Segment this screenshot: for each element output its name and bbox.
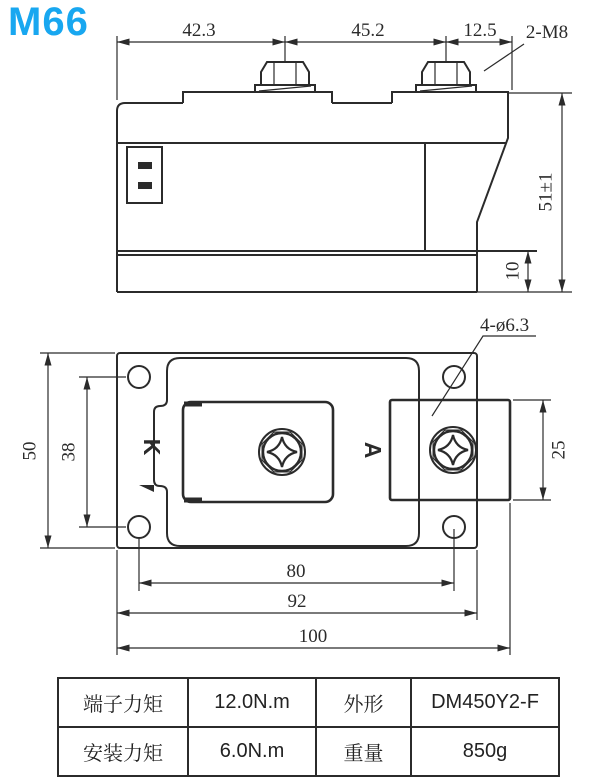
- terminal-bolt-right: [416, 62, 476, 92]
- side-view-drawing: [117, 20, 572, 292]
- flange-plate: [117, 353, 477, 548]
- top-view-drawing: [19, 315, 569, 655]
- terminal-pad-a: [390, 400, 510, 500]
- dim-text-42-3: 42.3: [182, 20, 216, 41]
- extension-lines-right: [477, 93, 572, 292]
- extension-lines-left: [40, 353, 126, 548]
- terminal-label-k: K: [138, 438, 165, 456]
- table-row: [58, 727, 559, 776]
- connector-pin-slot: [138, 182, 152, 189]
- mounting-torque-label: 安装力矩: [58, 727, 188, 776]
- module-body-side: [117, 103, 508, 292]
- dim-text-10: 10: [502, 261, 524, 281]
- weight-label: 重量: [316, 727, 411, 776]
- dim-text-50: 50: [19, 441, 41, 461]
- mounting-hole: [128, 516, 150, 538]
- extension-lines-pad: [513, 400, 551, 500]
- dim-text-80: 80: [286, 561, 306, 582]
- dim-text-92: 92: [287, 591, 307, 612]
- mounting-hole: [128, 366, 150, 388]
- terminal-pedestal-right: [392, 92, 508, 103]
- outline-value: DM450Y2-F: [411, 678, 559, 727]
- model-number-label: M66: [8, 0, 89, 44]
- thread-callout-leader: [484, 44, 524, 71]
- dim-text-100: 100: [298, 626, 328, 647]
- terminal-pedestal-left: [183, 92, 332, 103]
- dim-text-25: 25: [548, 440, 570, 460]
- outline-label: 外形: [316, 678, 411, 727]
- mounting-torque-value: 6.0N.m: [188, 727, 316, 776]
- dim-text-51: 51±1: [535, 172, 557, 212]
- hole-callout-leader: [432, 336, 536, 416]
- connector-pin-slot: [138, 162, 152, 169]
- dim-text-12-5: 12.5: [463, 20, 497, 41]
- polarity-wedge-mark: [139, 485, 154, 492]
- gate-connector: [127, 147, 162, 203]
- terminal-torque-label: 端子力矩: [58, 678, 188, 727]
- dim-text-45-2: 45.2: [351, 20, 385, 41]
- spec-table: [57, 677, 560, 777]
- terminal-bolt-left: [255, 62, 315, 92]
- terminal-torque-value: 12.0N.m: [188, 678, 316, 727]
- terminal-screw-k: [259, 429, 305, 475]
- thread-callout-text: 2-M8: [525, 22, 569, 43]
- table-row: [58, 678, 559, 727]
- weight-value: 850g: [411, 727, 559, 776]
- terminal-screw-a: [430, 427, 476, 473]
- terminal-label-a: A: [359, 441, 386, 459]
- dim-text-38: 38: [58, 442, 80, 462]
- hole-callout-text: 4-ø6.3: [480, 315, 530, 336]
